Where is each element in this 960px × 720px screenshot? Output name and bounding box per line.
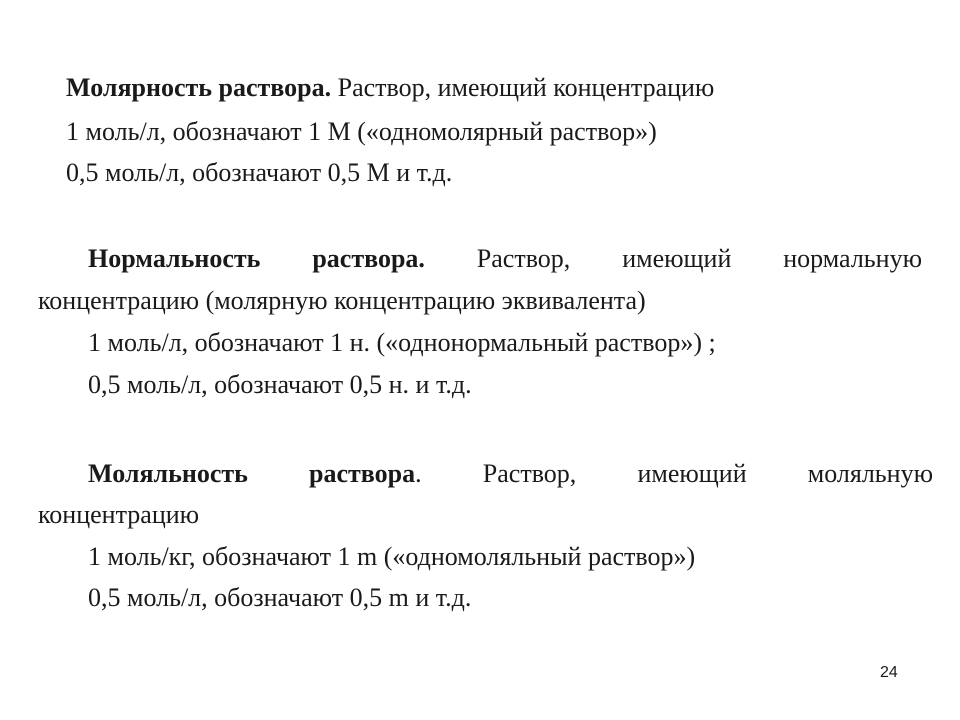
- molality-line-1: 1 моль/кг, обозначают 1 m («одномоляльный раствор»): [88, 542, 696, 571]
- molarity-line-2: 0,5 моль/л, обозначают 0,5 М и т.д.: [66, 158, 453, 187]
- molarity-line-1: 1 моль/л, обозначают 1 М («одномолярный раствор»): [66, 117, 657, 146]
- normality-continuation: концентрацию (молярную концентрацию эквивалента): [38, 286, 646, 315]
- normality-heading: Нормальность раствора.: [88, 244, 425, 273]
- normality-line-2: 0,5 моль/л, обозначают 0,5 н. и т.д.: [88, 370, 472, 399]
- normality-line-1: 1 моль/л, обозначают 1 н. («однонормальный раствор») ;: [88, 328, 716, 357]
- molarity-heading: Молярность раствора.: [66, 73, 332, 102]
- normality-heading-line: [88, 244, 922, 274]
- slide-number: 24: [880, 664, 898, 681]
- molality-lead: . Раствор, имеющий моляльную: [415, 459, 933, 488]
- molarity-heading-line: [66, 73, 714, 103]
- molarity-lead: Раствор, имеющий концентрацию: [331, 73, 715, 102]
- molality-continuation: концентрацию: [38, 500, 200, 529]
- normality-lead: Раствор, имеющий нормальную: [424, 244, 922, 273]
- molality-heading: Моляльность раствора: [88, 459, 416, 488]
- molality-line-2: 0,5 моль/л, обозначают 0,5 m и т.д.: [88, 583, 472, 612]
- molality-heading-line: [88, 459, 933, 489]
